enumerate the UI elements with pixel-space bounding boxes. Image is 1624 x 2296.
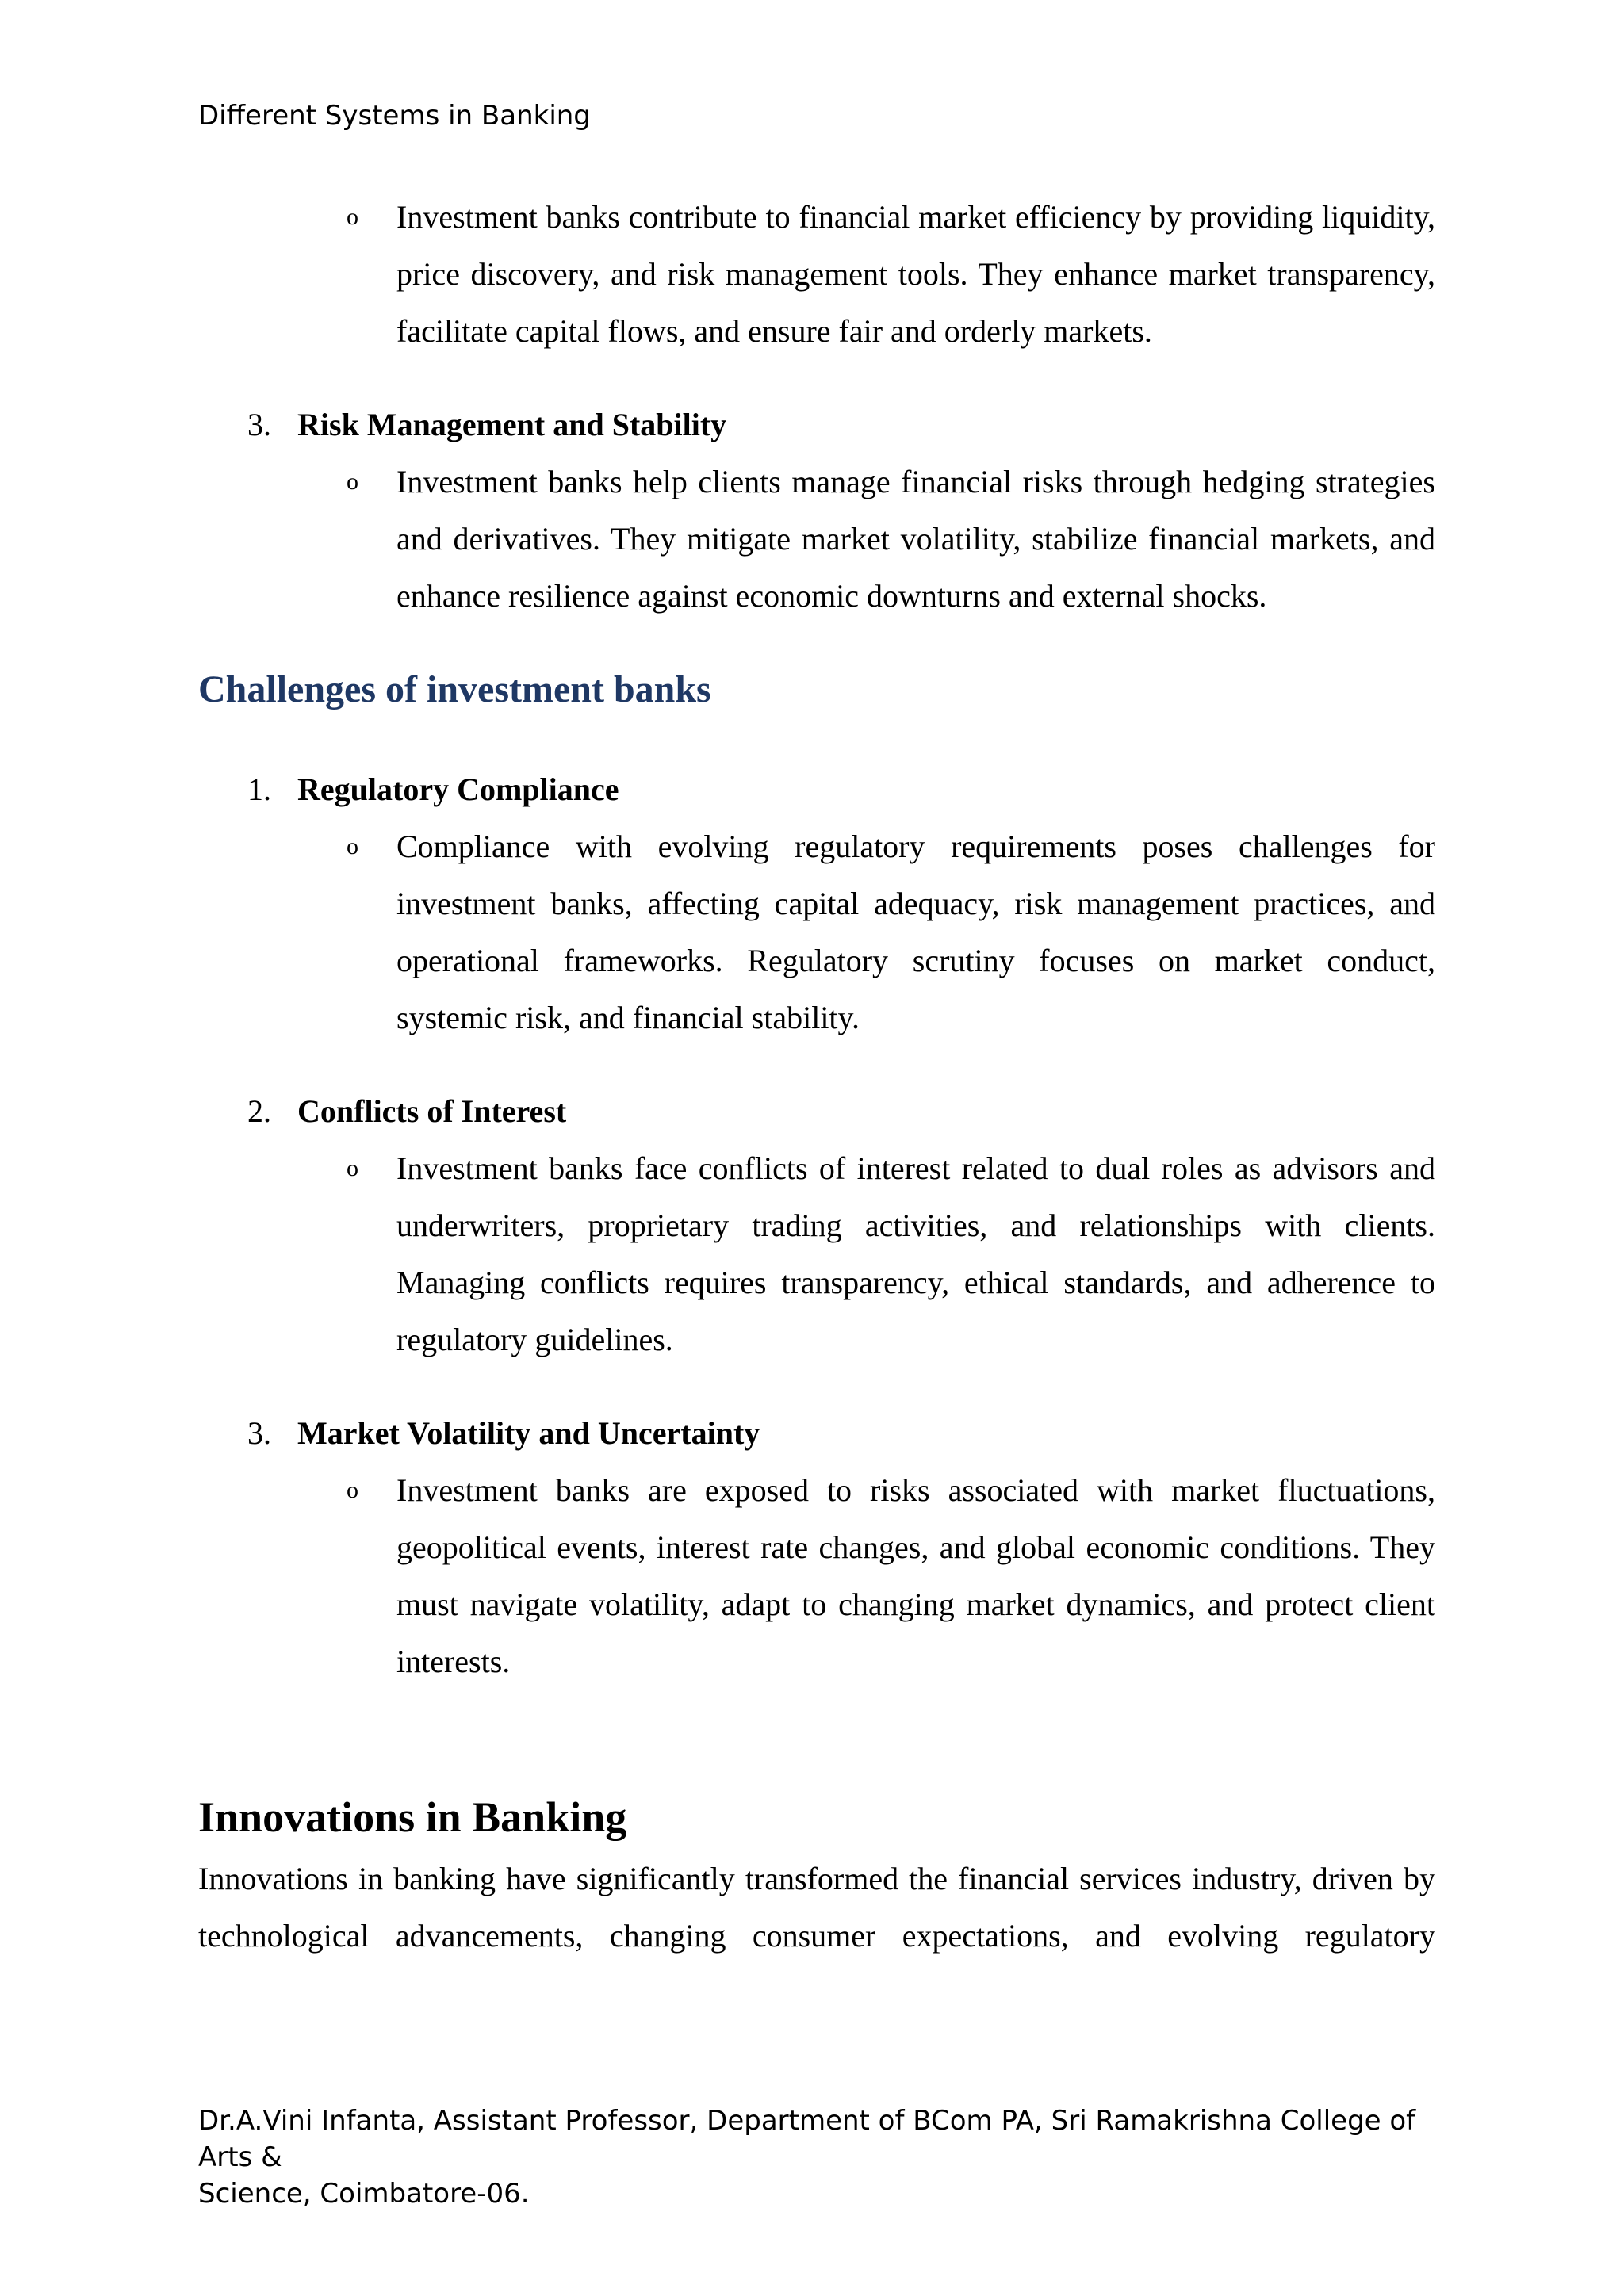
page-header: Different Systems in Banking [198,100,591,132]
section-heading-innovations: Innovations in Banking [198,1793,627,1841]
innovations-paragraph: Innovations in banking have significantly transformed the financial services industry, driven by technological advancements, changing consumer expectations, and evolving regulatory [198,1861,1435,1954]
hollow-bullet-icon: o [347,1155,358,1181]
bullet-item [198,1140,1435,1368]
bullet-item [198,818,1435,1047]
item-title: Risk Management and Stability [297,407,727,442]
item-title: Regulatory Compliance [297,771,619,807]
page-footer [198,2103,1435,2212]
bullet-item [198,1462,1435,1690]
footer-line: Dr.A.Vini Infanta, Assistant Professor, Department of BCom PA, Sri Ramakrishna College of Arts & [198,2105,1416,2173]
hollow-bullet-icon: o [347,1477,358,1503]
item-number: 3. [247,407,271,442]
bullet-text: Investment banks contribute to financial market efficiency by providing liquidity, price discovery, and risk management tools. They enhance market transparency, facilitate capital flows, and ensure fair and orderly markets. [396,199,1435,349]
section-heading-challenges: Challenges of investment banks [198,668,711,710]
item-number: 2. [247,1093,271,1129]
bullet-text: Investment banks help clients manage financial risks through hedging strategies and derivatives. They mitigate market volatility, stabilize financial markets, and enhance resilience against economic downturns and external shocks. [396,464,1435,614]
hollow-bullet-icon: o [347,204,358,230]
bullet-text: Investment banks face conflicts of interest related to dual roles as advisors and underwriters, proprietary trading activities, and relationships with clients. Managing conflicts requires transparency, ethical standards, and adherence to regulatory guidelines. [396,1150,1435,1357]
hollow-bullet-icon: o [347,833,358,859]
numbered-item-regulatory-compliance [198,761,1435,818]
item-title: Market Volatility and Uncertainty [297,1415,760,1451]
bullet-text: Investment banks are exposed to risks associated with market fluctuations, geopolitical events, interest rate changes, and global economic conditions. They must navigate volatility, adapt to changing market dynamics, and protect client interests. [396,1472,1435,1679]
bullet-item [198,189,1435,360]
bullet-item [198,453,1435,625]
footer-line: Science, Coimbatore-06. [198,2178,530,2210]
document-body [198,189,1435,1965]
item-number: 3. [247,1415,271,1451]
item-number: 1. [247,771,271,807]
hollow-bullet-icon: o [347,469,358,495]
item-title: Conflicts of Interest [297,1093,567,1129]
bullet-text: Compliance with evolving regulatory requirements poses challenges for investment banks, affecting capital adequacy, risk management practices, and operational frameworks. Regulatory scrutiny focuses on market conduct, systemic risk, and financial stability. [396,828,1435,1035]
numbered-item-conflicts-of-interest [198,1083,1435,1140]
numbered-item-market-volatility [198,1405,1435,1462]
numbered-item-risk-management [198,396,1435,453]
